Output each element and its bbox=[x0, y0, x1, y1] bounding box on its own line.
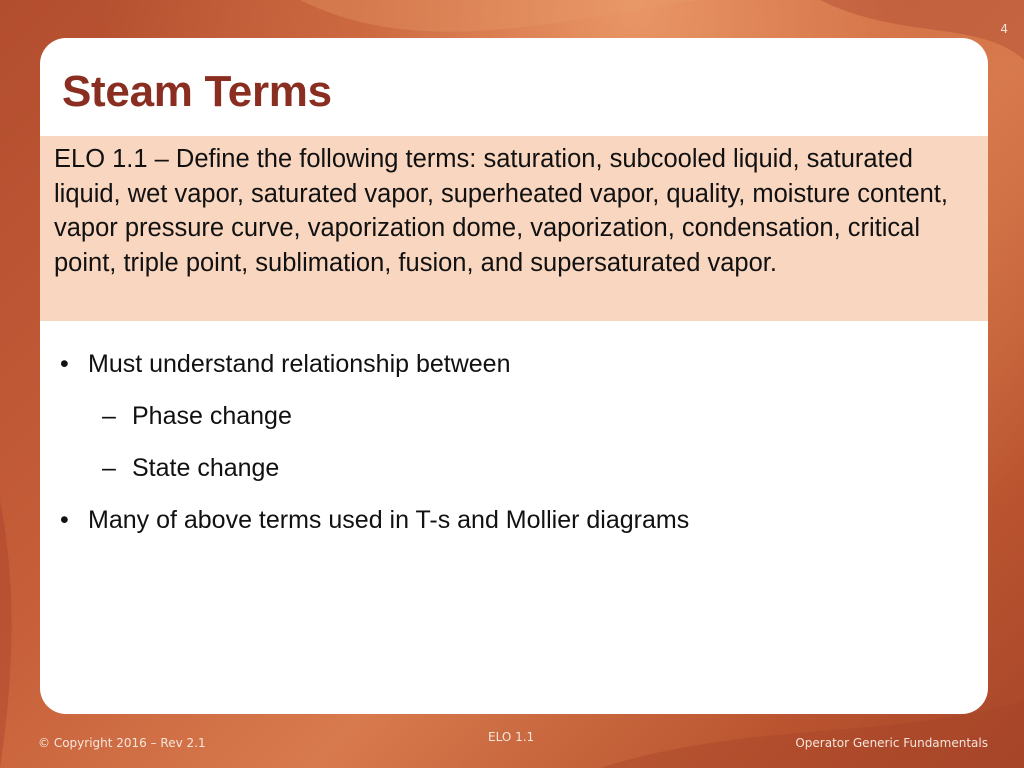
slide-number: 4 bbox=[1000, 22, 1008, 36]
list-item bbox=[60, 344, 970, 396]
dash-marker: – bbox=[102, 402, 116, 430]
list-item-text: Must understand relationship between bbox=[88, 350, 511, 378]
footer-copyright: © Copyright 2016 – Rev 2.1 bbox=[38, 736, 206, 750]
list-item bbox=[60, 500, 970, 552]
footer-elo-tag: ELO 1.1 bbox=[488, 730, 535, 744]
list-item-text: State change bbox=[132, 454, 280, 482]
list-item-text: Phase change bbox=[132, 402, 292, 430]
list-item bbox=[60, 448, 970, 500]
elo-objective-box bbox=[40, 136, 988, 321]
bullet-marker: • bbox=[60, 350, 69, 378]
dash-marker: – bbox=[102, 454, 116, 482]
elo-statement: ELO 1.1 – Define the following terms: saturation, subcooled liquid, saturated liquid, wet vapor, saturated vapor, superheated vapor, quality, moisture content, vapor pressure curve, vaporization dome, vaporization, condensation, critical point, triple point, sublimation, fusion, and supersaturated vapor. bbox=[54, 145, 948, 277]
bullet-marker: • bbox=[60, 506, 69, 534]
content-panel bbox=[40, 38, 988, 714]
list-item bbox=[60, 396, 970, 448]
footer-course-name: Operator Generic Fundamentals bbox=[795, 736, 988, 750]
bullet-list bbox=[60, 344, 970, 552]
list-item-text: Many of above terms used in T-s and Mollier diagrams bbox=[88, 506, 690, 534]
slide-title: Steam Terms bbox=[62, 67, 332, 116]
